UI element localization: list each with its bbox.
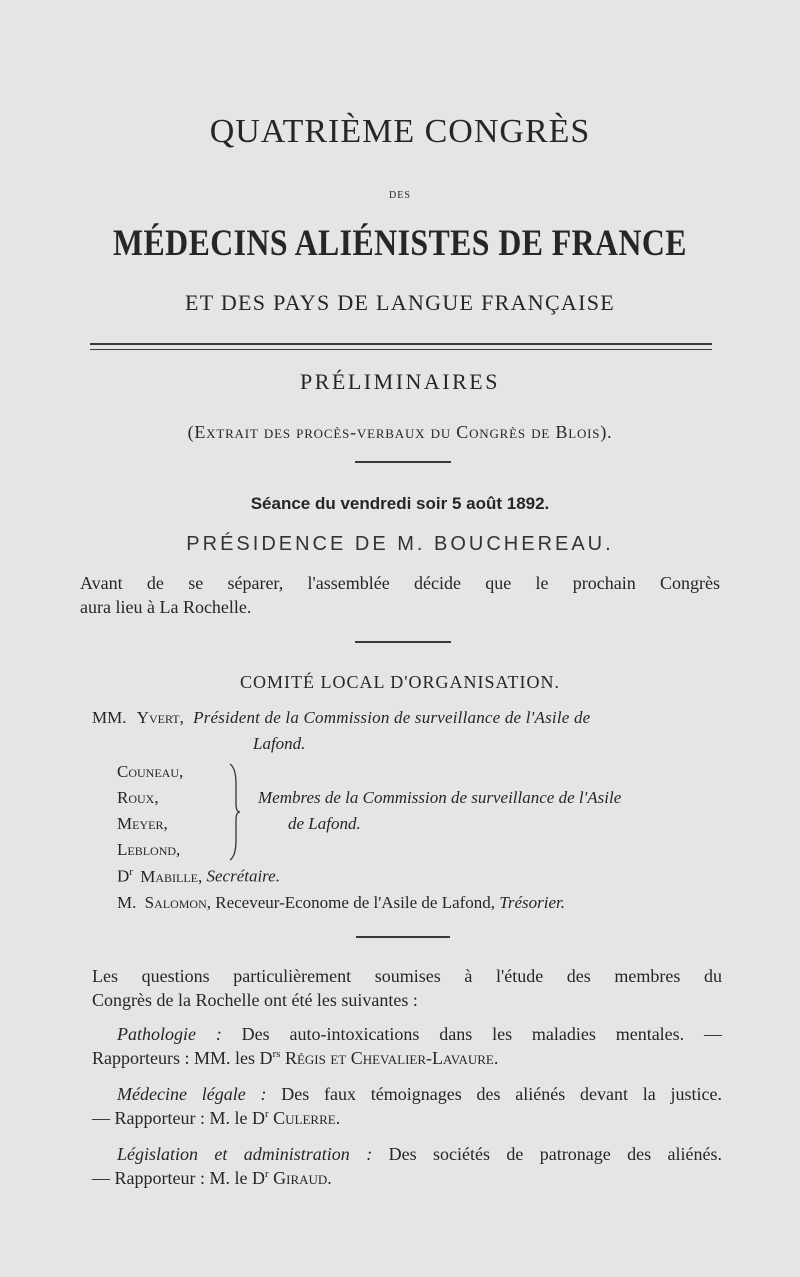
q3-name: Giraud. (273, 1168, 332, 1188)
members-role-line1: Membres de la Commission de surveillance de l'Asile (258, 788, 622, 807)
seance-text-line1: Avant de se séparer, l'assemblée décide que le prochain Congrès (80, 573, 720, 593)
q3-label: Législation et administration : (117, 1144, 373, 1164)
q3-prefix: — Rapporteur : M. le D (92, 1168, 265, 1188)
yvert-name: Yvert, (136, 708, 184, 727)
member-meyer: Meyer, (117, 814, 168, 833)
q3-line1 (117, 1140, 722, 1168)
yvert-role: Président de la Commission de surveillance de l'Asile de (193, 708, 591, 727)
q1-names: Régis et Chevalier-Lavaure. (284, 1048, 499, 1068)
salomon-line (117, 893, 565, 913)
q1-sup: rs (272, 1048, 281, 1060)
member-couneau: Couneau, (117, 762, 184, 781)
q1-text: Des auto-intoxications dans les maladies mentales. — (241, 1024, 723, 1044)
dr-sup: r (129, 866, 133, 878)
dr-prefix: D (117, 866, 130, 886)
questions-intro-line1: Les questions particulièrement soumises à l'étude des membres du (92, 966, 722, 986)
salomon-desc: Receveur-Econome de l'Asile de Lafond, (215, 893, 496, 912)
q3-sup: r (264, 1168, 269, 1180)
extract-note: (Extrait des procès-verbaux du Congrès de Blois). (187, 422, 613, 442)
questions-intro-line2: Congrès de la Rochelle ont été les suivantes : (92, 990, 418, 1010)
presidence-line: PRÉSIDENCE DE M. BOUCHEREAU. (186, 533, 614, 555)
mm-label: MM. (92, 708, 127, 727)
q2-text: Des faux témoignages des aliénés devant la justice. (281, 1084, 722, 1104)
member-leblond: Leblond, (117, 840, 181, 859)
congress-title-des: DES (389, 190, 411, 201)
q2-prefix: — Rapporteur : M. le D (92, 1108, 265, 1128)
yvert-role-line2: Lafond. (253, 734, 306, 753)
mabille-line (117, 866, 280, 887)
q2-sup: r (264, 1108, 269, 1120)
preliminaires-heading: PRÉLIMINAIRES (300, 369, 500, 394)
q2-name: Culerre. (273, 1108, 341, 1128)
comite-yvert-line (92, 708, 590, 728)
members-role-line2: de Lafond. (288, 814, 361, 833)
separator-rule-2 (355, 641, 451, 643)
seance-title: Séance du vendredi soir 5 août 1892. (250, 494, 550, 513)
m-prefix: M. (117, 893, 137, 912)
q1-line1 (117, 1020, 722, 1048)
q1-label: Pathologie : (117, 1024, 222, 1044)
member-roux: Roux, (117, 788, 159, 807)
comite-heading: COMITÉ LOCAL D'ORGANISATION. (239, 672, 561, 692)
congress-title: QUATRIÈME CONGRÈS (209, 113, 591, 150)
q2-line2 (92, 1108, 340, 1129)
mabille-name: Mabille, (140, 866, 203, 886)
separator-rule-3 (356, 936, 450, 938)
double-rule-bottom (90, 349, 712, 350)
double-rule-top (90, 343, 712, 345)
separator-rule-1 (355, 461, 451, 463)
q2-label: Médecine légale : (117, 1084, 267, 1104)
mabille-role: Secrétaire. (206, 866, 280, 886)
seance-text-line2: aura lieu à La Rochelle. (80, 597, 252, 617)
congress-main-title: MÉDECINS ALIÉNISTES DE FRANCE (113, 223, 687, 264)
q3-text: Des sociétés de patronage des aliénés. (388, 1144, 722, 1164)
q2-line1 (117, 1080, 722, 1108)
members-brace (228, 762, 242, 862)
q1-prefix: Rapporteurs : MM. les D (92, 1048, 273, 1068)
salomon-role: Trésorier. (499, 893, 565, 912)
q3-line2 (92, 1168, 332, 1189)
salomon-name: Salomon, (144, 893, 211, 912)
congress-subtitle: ET DES PAYS DE LANGUE FRANÇAISE (184, 290, 616, 315)
q1-line2 (92, 1048, 498, 1069)
